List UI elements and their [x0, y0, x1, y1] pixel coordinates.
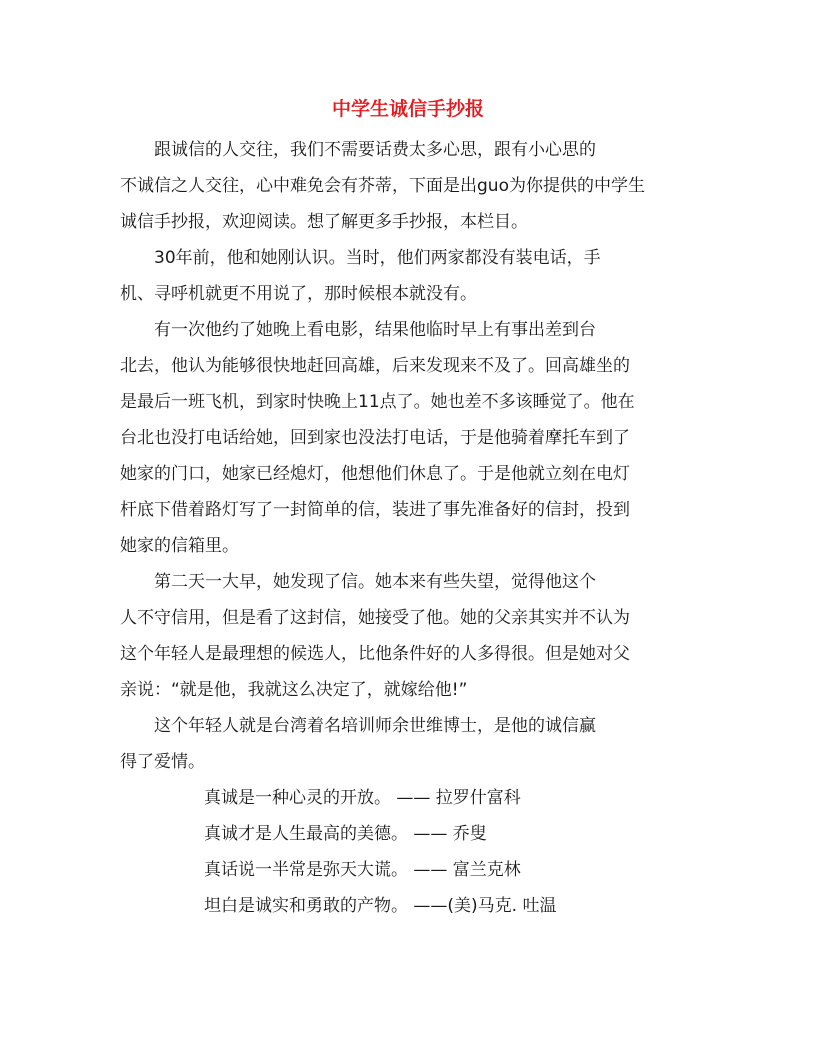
- body-paragraph: [120, 708, 692, 780]
- paragraph-line: 这个年轻人就是台湾着名培训师余世维博士，是他的诚信赢: [154, 716, 596, 736]
- paragraph-line: 她家的门口，她家已经熄灯，他想他们休息了。于是他就立刻在电灯: [120, 464, 630, 484]
- body-paragraph: [120, 312, 692, 564]
- paragraph-line: 北去，他认为能够很快地赶回高雄，后来发现来不及了。回高雄坐的: [120, 356, 630, 376]
- quote-list: [120, 780, 692, 924]
- quote-line: 真诚才是人生最高的美德。 —— 乔叟: [204, 824, 487, 844]
- paragraph-line: 杆底下借着路灯写了一封简单的信，装进了事先准备好的信封，投到: [120, 500, 630, 520]
- paragraph-line: 第二天一大早，她发现了信。她本来有些失望，觉得他这个: [154, 572, 596, 592]
- paragraph-line: 她家的信箱里。: [120, 536, 239, 556]
- paragraph-line: 有一次他约了她晚上看电影，结果他临时早上有事出差到台: [154, 320, 596, 340]
- quote-line: 坦白是诚实和勇敢的产物。 ——(美)马克. 吐温: [204, 896, 557, 916]
- quote-line: 真话说一半常是弥天大谎。 —— 富兰克林: [204, 860, 521, 880]
- paragraph-line: 是最后一班飞机，到家时快晚上11点了。她也差不多该睡觉了。他在: [120, 392, 635, 412]
- paragraph-line: 跟诚信的人交往，我们不需要话费太多心思，跟有小心思的: [154, 140, 596, 160]
- body-paragraph: [120, 240, 692, 312]
- body-paragraph: [120, 564, 692, 708]
- quote-line: 真诚是一种心灵的开放。 —— 拉罗什富科: [204, 788, 521, 808]
- paragraph-line: 这个年轻人是最理想的候选人，比他条件好的人多得很。但是她对父: [120, 644, 630, 664]
- paragraph-list: [120, 132, 692, 780]
- paragraph-line: 30年前，他和她刚认识。当时，他们两家都没有装电话，手: [154, 248, 601, 268]
- document-title: 中学生诚信手抄报: [331, 98, 484, 120]
- paragraph-line: 亲说：“就是他，我就这么决定了，就嫁给他!”: [120, 680, 468, 700]
- paragraph-line: 机、寻呼机就更不用说了，那时候根本就没有。: [120, 284, 477, 304]
- paragraph-line: 人不守信用，但是看了这封信，她接受了他。她的父亲其实并不认为: [120, 608, 630, 628]
- paragraph-line: 诚信手抄报，欢迎阅读。想了解更多手抄报，本栏目。: [120, 212, 528, 232]
- paragraph-line: 得了爱情。: [120, 752, 205, 772]
- body-paragraph: [120, 132, 692, 240]
- paragraph-line: 台北也没打电话给她，回到家也没法打电话，于是他骑着摩托车到了: [120, 428, 630, 448]
- paragraph-line: 不诚信之人交往，心中难免会有芥蒂，下面是出guo为你提供的中学生: [120, 176, 645, 196]
- document-body: [120, 132, 692, 924]
